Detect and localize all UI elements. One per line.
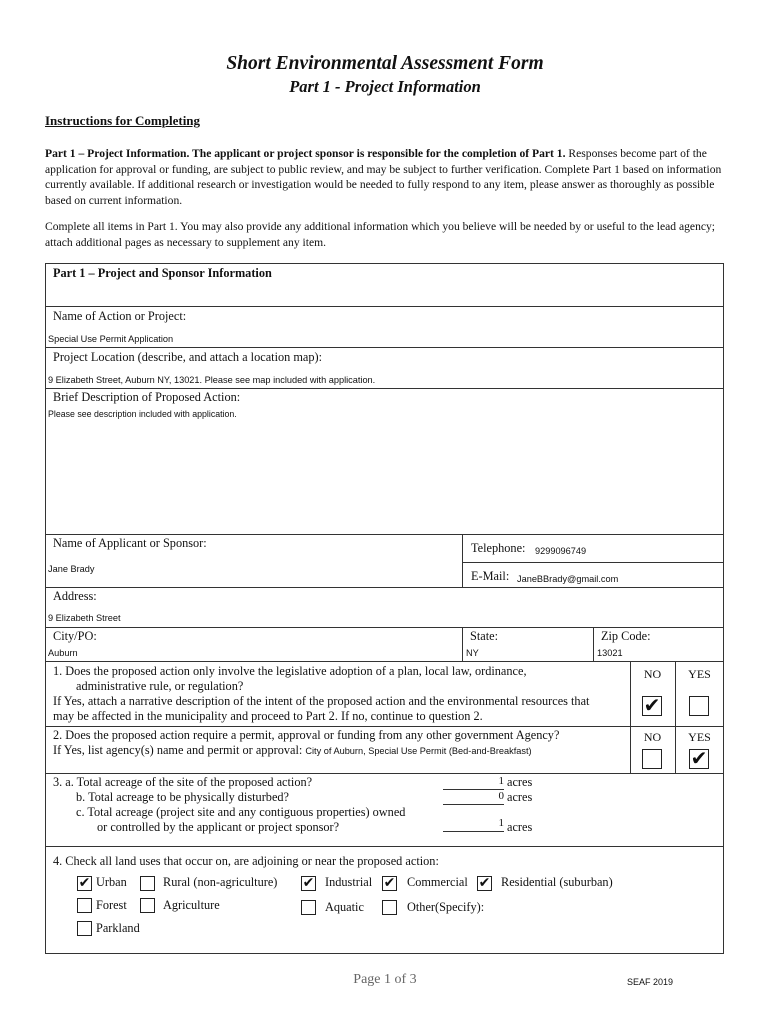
q3b-unit: acres bbox=[507, 790, 533, 804]
urban-checkbox[interactable]: ✔ bbox=[78, 875, 91, 891]
agriculture-checkbox[interactable] bbox=[140, 898, 155, 913]
email-label: E-Mail: bbox=[471, 569, 510, 583]
q1-line-1: 1. Does the proposed action only involve the legislative adoption of a plan, local law, ordinance, bbox=[53, 664, 527, 678]
commercial-checkbox[interactable]: ✔ bbox=[383, 875, 396, 891]
q1-line-2: administrative rule, or regulation? bbox=[76, 679, 244, 693]
action-name-field[interactable]: Special Use Permit Application bbox=[48, 334, 174, 344]
aquatic-checkbox[interactable] bbox=[301, 900, 316, 915]
instructions-heading: Instructions for Completing bbox=[45, 113, 201, 128]
other-label: Other(Specify): bbox=[407, 900, 485, 914]
location-field[interactable]: 9 Elizabeth Street, Auburn NY, 13021. Please see map included with application. bbox=[48, 375, 376, 385]
email-field[interactable]: JaneBBrady@gmail.com bbox=[517, 574, 619, 584]
q3c-label-1: c. Total acreage (project site and any contiguous properties) owned bbox=[76, 805, 406, 819]
forest-label: Forest bbox=[96, 898, 127, 912]
instructions-bold: Part 1 – Project Information. The applicant or project sponsor is responsible for the completion of Part 1. bbox=[45, 147, 566, 160]
parkland-checkbox[interactable] bbox=[77, 921, 92, 936]
q2-answer-field[interactable]: City of Auburn, Special Use Permit (Bed-and-Breakfast) bbox=[305, 746, 532, 756]
q3b-field[interactable]: 0 bbox=[443, 790, 504, 805]
q2-no-checkbox[interactable] bbox=[642, 749, 662, 769]
state-field[interactable]: NY bbox=[466, 648, 479, 658]
section-title: Part 1 – Project and Sponsor Information bbox=[53, 266, 272, 280]
action-name-label: Name of Action or Project: bbox=[53, 309, 187, 323]
q4-label: 4. Check all land uses that occur on, are adjoining or near the proposed action: bbox=[53, 854, 439, 868]
q2-no-label: NO bbox=[643, 730, 662, 744]
q2-yes-label: YES bbox=[688, 730, 711, 744]
q3a-unit: acres bbox=[507, 775, 533, 789]
page-number: Page 1 of 3 bbox=[353, 972, 417, 987]
q3a-label: 3. a. Total acreage of the site of the proposed action? bbox=[53, 775, 313, 789]
form-frame bbox=[45, 263, 724, 954]
instructions-paragraph-2: Complete all items in Part 1. You may also provide any additional information which you believe will be needed by or useful to the lead agency; attach additional pages as necessary to supplement any item. bbox=[45, 220, 716, 249]
agriculture-label: Agriculture bbox=[163, 898, 220, 912]
q2-line-2 bbox=[53, 743, 532, 758]
q3a-field[interactable]: 1 bbox=[443, 775, 504, 790]
applicant-label: Name of Applicant or Sponsor: bbox=[53, 536, 207, 550]
form-subtitle: Part 1 - Project Information bbox=[289, 77, 481, 96]
rural-label: Rural (non-agriculture) bbox=[163, 875, 278, 889]
telephone-label: Telephone: bbox=[471, 541, 526, 555]
aquatic-label: Aquatic bbox=[325, 900, 364, 914]
q1-line-4: may be affected in the municipality and proceed to Part 2. If no, continue to question 2. bbox=[53, 709, 483, 723]
city-label: City/PO: bbox=[53, 629, 97, 643]
zip-field[interactable]: 13021 bbox=[597, 648, 623, 658]
q3b-label: b. Total acreage to be physically disturbed? bbox=[76, 790, 290, 804]
form-title: Short Environmental Assessment Form bbox=[226, 53, 544, 74]
q1-no-label: NO bbox=[643, 667, 662, 681]
instructions-body: Responses become part of the application for approval or funding, are subject to public review, and may be subject to further verification. Complete Part 1 based on information currently available. If additional research or investigation would be needed to fully respond to any item, please answer as thoroughly as possible based on current information. bbox=[45, 147, 722, 207]
q1-no-checkbox[interactable]: ✔ bbox=[643, 693, 661, 717]
q3c-field[interactable]: 1 bbox=[443, 817, 504, 832]
other-checkbox[interactable] bbox=[382, 900, 397, 915]
applicant-field[interactable]: Jane Brady bbox=[48, 564, 95, 574]
urban-label: Urban bbox=[96, 875, 127, 889]
location-label: Project Location (describe, and attach a location map): bbox=[53, 350, 323, 364]
rural-checkbox[interactable] bbox=[140, 876, 155, 891]
state-label: State: bbox=[470, 629, 499, 643]
residential-checkbox[interactable]: ✔ bbox=[478, 875, 491, 891]
residential-label: Residential (suburban) bbox=[501, 875, 613, 889]
address-label: Address: bbox=[53, 589, 97, 603]
q2-yes-checkbox[interactable]: ✔ bbox=[690, 746, 708, 770]
industrial-label: Industrial bbox=[325, 875, 373, 889]
q1-yes-label: YES bbox=[688, 667, 711, 681]
telephone-field[interactable]: 9299096749 bbox=[535, 546, 587, 556]
address-field[interactable]: 9 Elizabeth Street bbox=[48, 613, 121, 623]
instructions-paragraph-1 bbox=[45, 146, 725, 208]
q2-line-1: 2. Does the proposed action require a permit, approval or funding from any other government Agency? bbox=[53, 728, 560, 742]
form-code: SEAF 2019 bbox=[627, 977, 674, 987]
forest-checkbox[interactable] bbox=[77, 898, 92, 913]
zip-label: Zip Code: bbox=[601, 629, 651, 643]
description-field[interactable]: Please see description included with application. bbox=[48, 409, 237, 419]
city-field[interactable]: Auburn bbox=[48, 648, 78, 658]
description-label: Brief Description of Proposed Action: bbox=[53, 390, 241, 404]
industrial-checkbox[interactable]: ✔ bbox=[302, 875, 315, 891]
q1-line-3: If Yes, attach a narrative description of the intent of the proposed action and the environmental resources that bbox=[53, 694, 590, 708]
q3c-label-2: or controlled by the applicant or project sponsor? bbox=[97, 820, 340, 834]
q3c-unit: acres bbox=[507, 820, 533, 834]
q1-yes-checkbox[interactable] bbox=[689, 696, 709, 716]
parkland-label: Parkland bbox=[96, 921, 140, 935]
q2-prompt: If Yes, list agency(s) name and permit or approval: bbox=[53, 743, 303, 757]
commercial-label: Commercial bbox=[407, 875, 468, 889]
